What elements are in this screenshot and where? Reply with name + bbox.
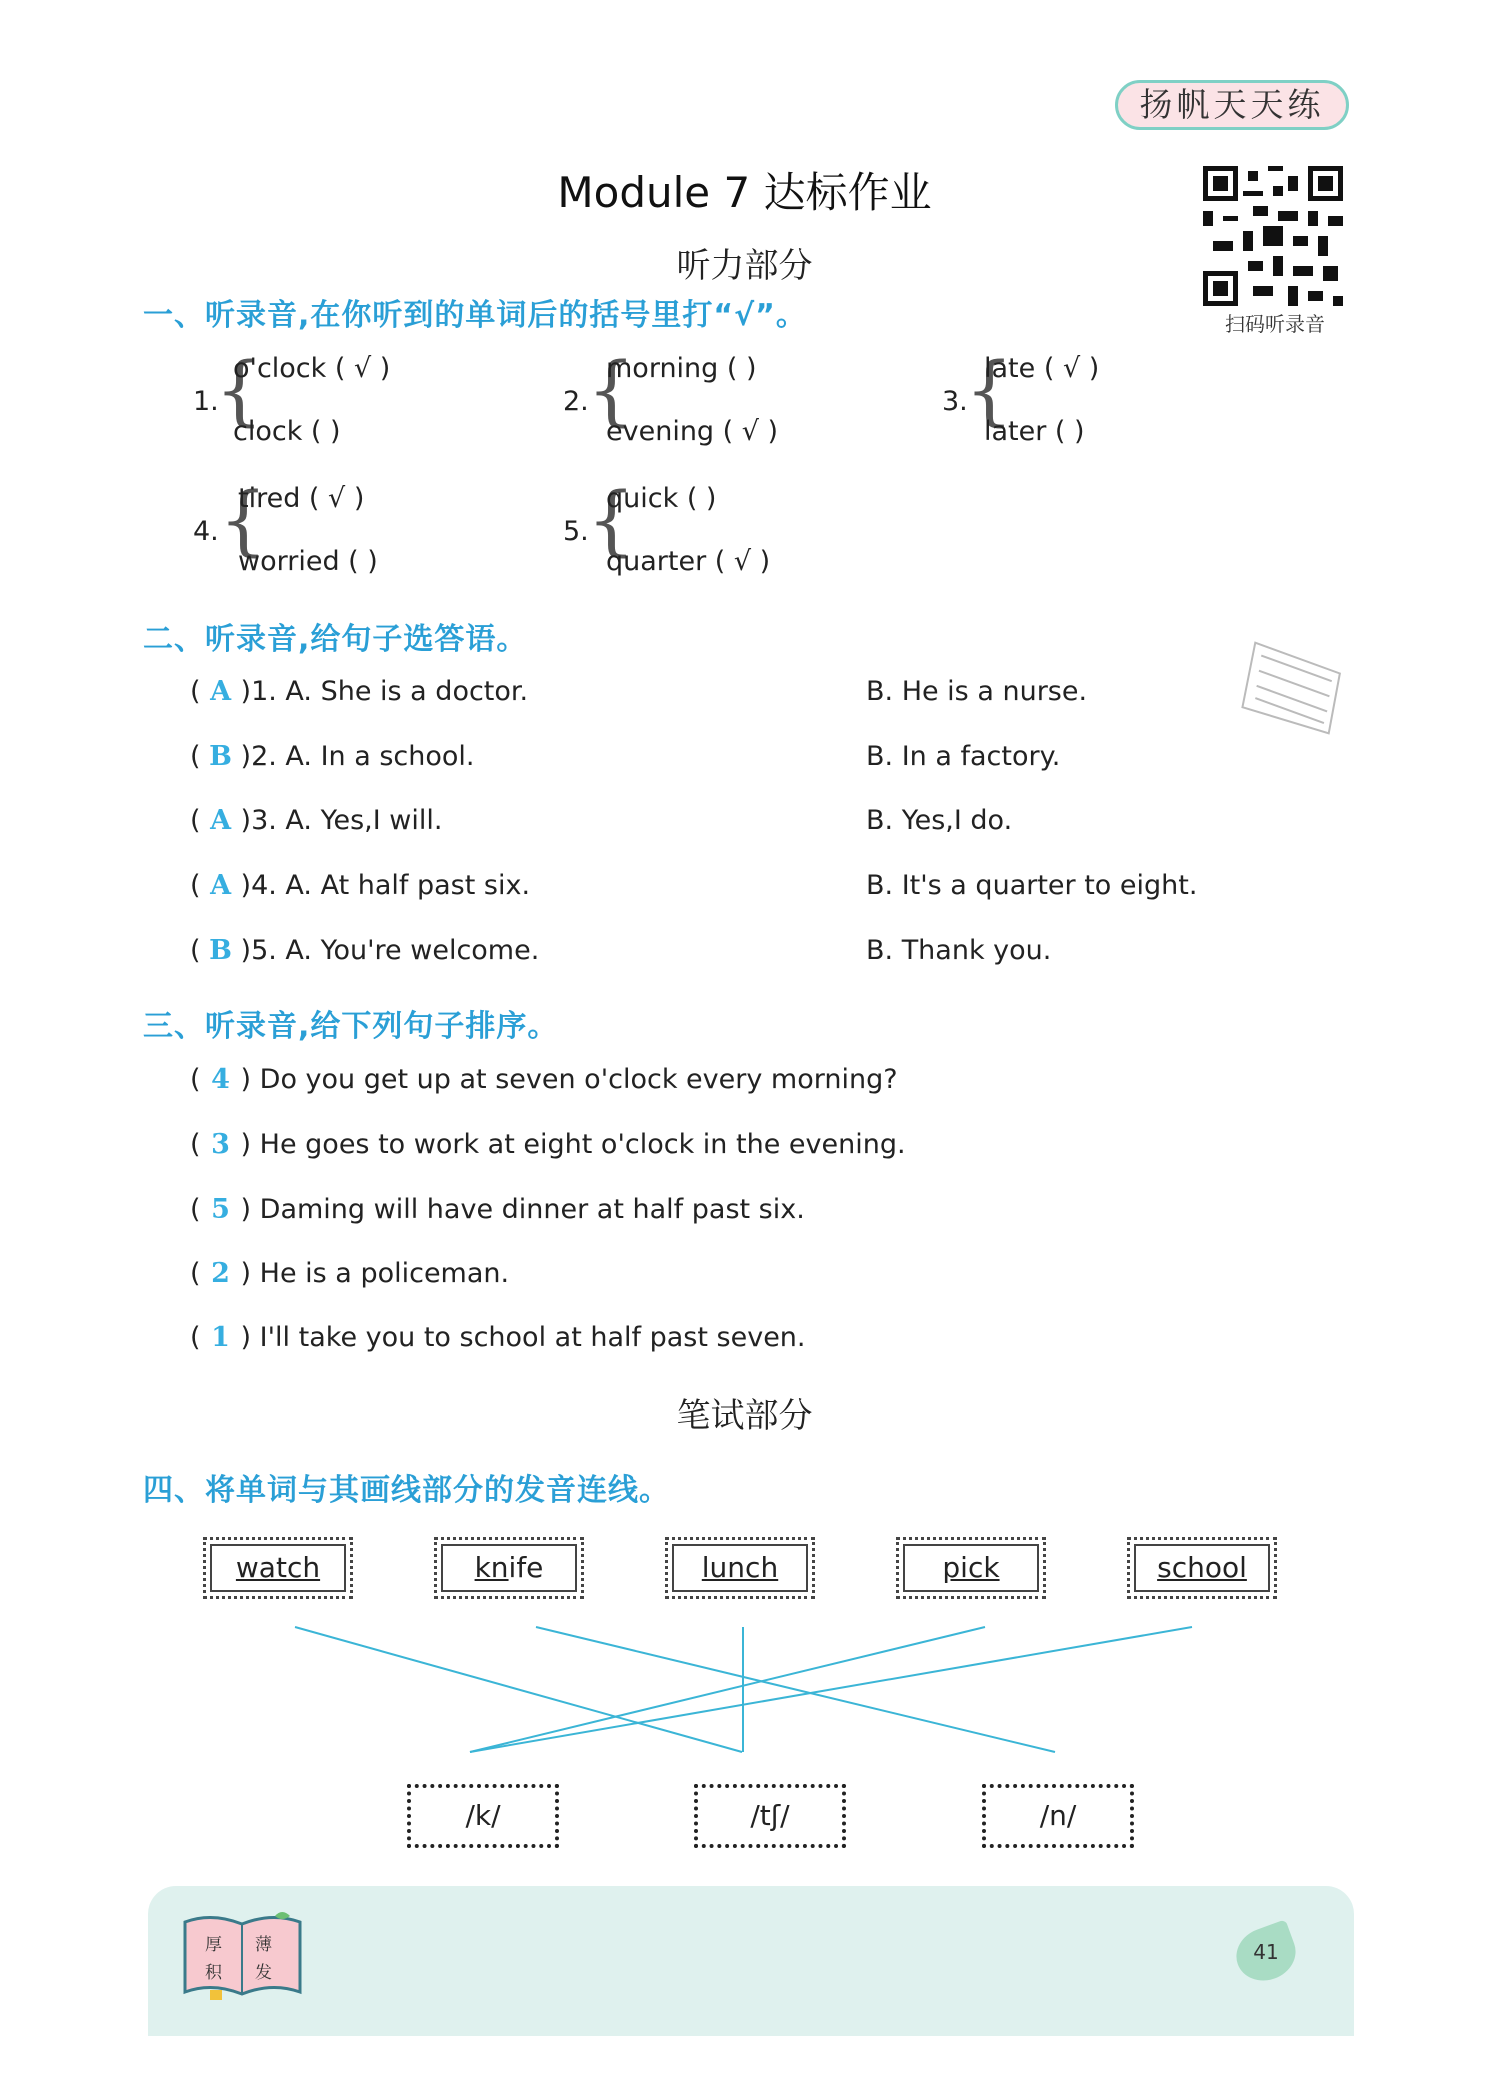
phonetic-box-k: /k/ [407, 1784, 559, 1848]
phonetic-box-tsh: /tʃ/ [694, 1784, 846, 1848]
brace-icon: { [215, 345, 264, 434]
answer-mark: A [210, 805, 232, 836]
brace-icon: { [965, 345, 1014, 434]
book-char: 薄 [255, 1935, 272, 1955]
book-char: 积 [205, 1963, 222, 1983]
section3-row: ( 3 ) He goes to work at eight o'clock in the evening. [190, 1129, 906, 1160]
writing-part-title: 笔试部分 [676, 1396, 813, 1436]
answer-mark: 1 [211, 1322, 230, 1353]
section2-row: ( B )2. A. In a school. [190, 741, 475, 772]
section3-row: ( 4 ) Do you get up at seven o'clock every morning? [190, 1064, 898, 1095]
option-b: B. Thank you. [866, 935, 1052, 966]
book-char: 发 [255, 1963, 272, 1983]
section2-row: ( A )1. A. She is a doctor. [190, 676, 529, 707]
page-number: 41 [1253, 1940, 1279, 1964]
qr-label: 扫码听录音 [1225, 312, 1325, 336]
section4-heading: 四、将单词与其画线部分的发音连线。 [143, 1473, 670, 1508]
listening-part-title: 听力部分 [676, 246, 813, 286]
section3-row: ( 1 ) I'll take you to school at half past seven. [190, 1322, 806, 1353]
answer-mark: A [210, 870, 232, 901]
page-title: Module 7 达标作业 [557, 168, 932, 217]
book-char: 厚 [205, 1935, 222, 1955]
option-b: B. Yes,I do. [866, 805, 1013, 836]
section2-row: ( B )5. A. You're welcome. [190, 935, 540, 966]
answer-mark: 3 [211, 1129, 230, 1160]
option-b: B. He is a nurse. [866, 676, 1088, 707]
answer-mark: A [210, 676, 232, 707]
answer-mark: B [209, 935, 232, 966]
answer-mark: 2 [211, 1258, 230, 1289]
stamp-icon [1222, 628, 1362, 748]
option-b: B. It's a quarter to eight. [866, 870, 1198, 901]
section2-row: ( A )4. A. At half past six. [190, 870, 531, 901]
word-box-pick: pick [896, 1537, 1046, 1599]
section1-heading: 一、听录音,在你听到的单词后的括号里打“√”。 [143, 298, 807, 333]
brace-icon: { [587, 475, 636, 564]
word-box-knife: knife [434, 1537, 584, 1599]
answer-mark: 5 [211, 1194, 230, 1225]
word-box-lunch: lunch [665, 1537, 815, 1599]
book-icon [180, 1910, 305, 2000]
brace-icon: { [219, 475, 268, 564]
word-box-watch: watch [203, 1537, 353, 1599]
brand-badge: 扬帆天天练 [1115, 80, 1349, 130]
answer-mark: 4 [211, 1064, 230, 1095]
brace-icon: { [587, 345, 636, 434]
section3-row: ( 5 ) Daming will have dinner at half past six. [190, 1194, 805, 1225]
section3-heading: 三、听录音,给下列句子排序。 [143, 1009, 559, 1044]
section2-row: ( A )3. A. Yes,I will. [190, 805, 443, 836]
footer-band [148, 1886, 1354, 2036]
word-box-school: school [1127, 1537, 1277, 1599]
section3-row: ( 2 ) He is a policeman. [190, 1258, 510, 1289]
answer-mark: B [209, 741, 232, 772]
phonetic-box-n: /n/ [982, 1784, 1134, 1848]
section2-heading: 二、听录音,给句子选答语。 [143, 622, 528, 657]
option-b: B. In a factory. [866, 741, 1061, 772]
